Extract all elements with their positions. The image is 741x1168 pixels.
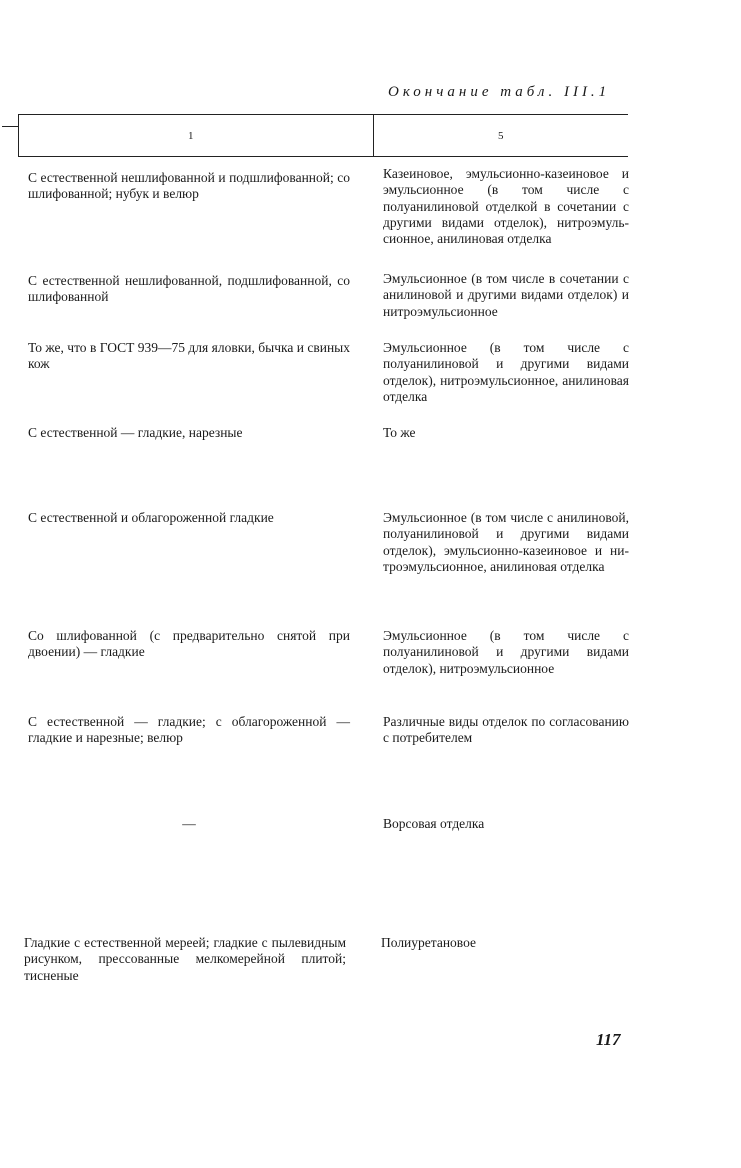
row-3-finish-method: Эмульсионное (в том числе с полуанилиновой и другими видами отделок), нитроэмульсионное, анилиновая отделка bbox=[383, 340, 629, 404]
header-stub-rule bbox=[2, 126, 18, 127]
column-number-right: 5 bbox=[498, 130, 504, 142]
page-number: 117 bbox=[596, 1030, 621, 1049]
table-caption: Окончание табл. III.1 bbox=[388, 84, 611, 100]
row-2-finish-method: Эмульсионное (в том числе в сочетании с анилиновой и другими видами отделок) и нитроэмульсионное bbox=[383, 271, 629, 319]
row-3-finish-type: То же, что в ГОСТ 939—75 для яловки, бычка и свиных кож bbox=[28, 340, 350, 372]
row-7-finish-type: С естественной — гладкие; с облагороженной — гладкие и нарезные; велюр bbox=[28, 714, 350, 746]
row-9-finish-method: Полиуретановое bbox=[381, 935, 476, 950]
row-1-finish-method: Казеиновое, эмульсионно-казеиновое и эмульсионное (в том числе с полуанилиновой отделкой в сочетании с другими видами отделок), нитроэмульсионное, анилиновая отделка bbox=[383, 166, 629, 247]
row-2-finish-type: С естественной нешлифованной, подшлифованной, со шлифованной bbox=[28, 273, 350, 305]
header-divider bbox=[373, 114, 374, 156]
row-8-finish-type: — bbox=[182, 816, 196, 831]
row-4-finish-method: То же bbox=[383, 425, 416, 440]
header-top-rule bbox=[18, 114, 628, 115]
header-bottom-rule bbox=[18, 156, 628, 157]
row-7-finish-method: Различные виды отделок по согласованию с потребителем bbox=[383, 714, 629, 746]
row-8-finish-method: Ворсовая отделка bbox=[383, 816, 485, 831]
row-4-finish-type: С естественной — гладкие, нарезные bbox=[28, 425, 243, 440]
column-number-left: 1 bbox=[188, 130, 194, 142]
row-9-finish-type: Гладкие с естественной мереей; гладкие с пылевидным рисунком, прессованные мелкомерейной плитой; тисненые bbox=[24, 935, 346, 983]
header-left-edge bbox=[18, 114, 19, 156]
row-6-finish-method: Эмульсионное (в том числе с полуанилиновой и другими видами отделок), нитроэмульсионное bbox=[383, 628, 629, 676]
row-6-finish-type: Со шлифованной (с предварительно снятой при двоении) — гладкие bbox=[28, 628, 350, 660]
row-5-finish-method: Эмульсионное (в том числе с анилиновой, полуанилиновой и другими видами отделок), эмульсионно-казеиновое и нитроэмульсионное, анилиновая отделка bbox=[383, 510, 629, 574]
row-5-finish-type: С естественной и облагороженной гладкие bbox=[28, 510, 274, 525]
row-1-finish-type: С естественной нешлифованной и подшлифованной; со шлифованной; нубук и велюр bbox=[28, 170, 350, 202]
